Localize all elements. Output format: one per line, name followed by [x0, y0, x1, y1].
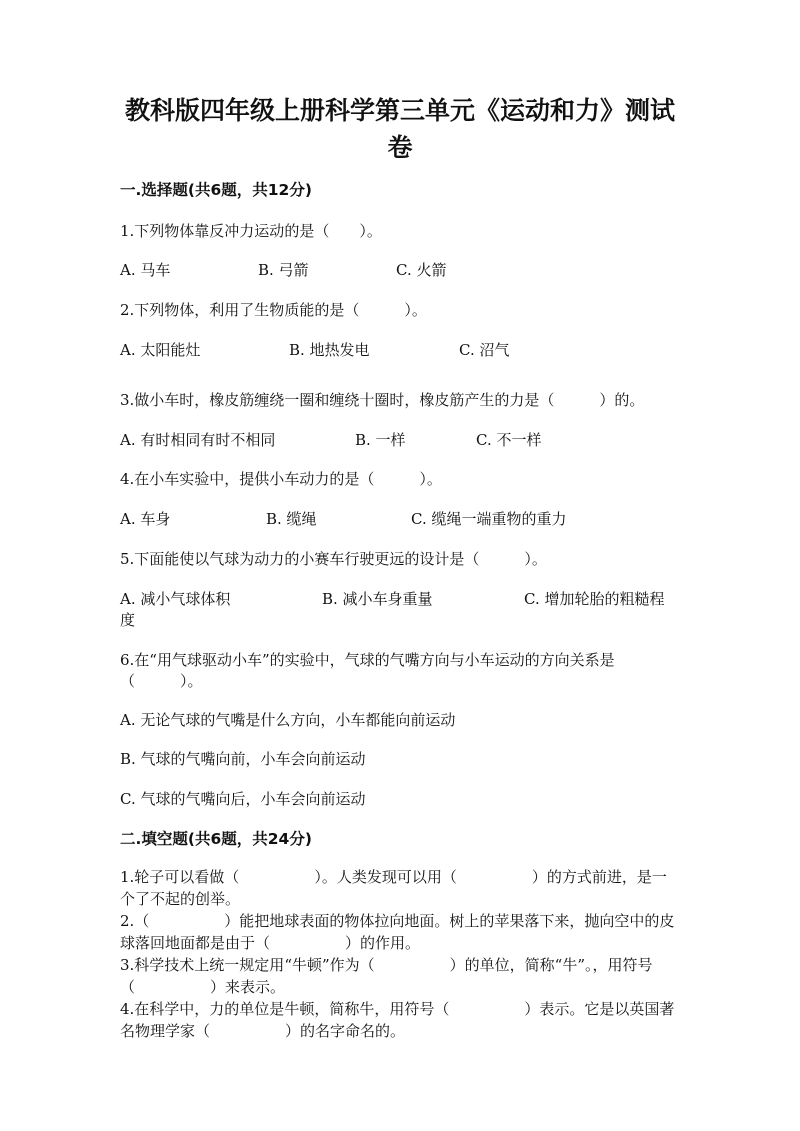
- q1-option-c: C. 火箭: [396, 261, 447, 279]
- fill-question-4: 4.在科学中，力的单位是牛顿，简称牛，用符号（ ）表示。它是以英国著名物理学家（ ）的名字命名的。: [120, 1000, 675, 1040]
- question-6-line-2: （ ）。: [120, 672, 203, 690]
- q3-option-c: C. 不一样: [476, 431, 542, 449]
- q4-option-b: B. 缆绳: [266, 510, 317, 528]
- section-heading-choice: 一.选择题(共6题，共12分): [120, 181, 312, 199]
- q4-option-c: C. 缆绳一端重物的重力: [411, 510, 567, 528]
- q6-option-a: A. 无论气球的气嘴是什么方向，小车都能向前运动: [120, 711, 456, 729]
- section-heading-fill: 二.填空题(共6题，共24分): [120, 830, 312, 848]
- q5-option-c-continued: 度: [120, 611, 136, 629]
- page-title: [120, 92, 680, 166]
- title-line-2: 卷: [387, 133, 413, 162]
- q1-option-a: A. 马车: [120, 261, 171, 279]
- q2-option-c: C. 沼气: [459, 341, 510, 359]
- question-1: 1.下列物体靠反冲力运动的是（ ）。: [120, 222, 382, 240]
- question-2: 2.下列物体，利用了生物质能的是（ ）。: [120, 301, 427, 319]
- q1-option-b: B. 弓箭: [258, 261, 309, 279]
- q5-option-c: C. 增加轮胎的粗糙程: [524, 590, 665, 608]
- question-5: 5.下面能使以气球为动力的小赛车行驶更远的设计是（ ）。: [120, 550, 547, 568]
- question-4: 4.在小车实验中，提供小车动力的是（ ）。: [120, 470, 442, 488]
- fill-question-2: 2.（ ）能把地球表面的物体拉向地面。树上的苹果落下来，抛向空中的皮球落回地面都是由于（ ）的作用。: [120, 912, 675, 952]
- q5-option-b: B. 减小车身重量: [322, 590, 433, 608]
- question-6-line-1: 6.在“用气球驱动小车”的实验中，气球的气嘴方向与小车运动的方向关系是: [120, 651, 615, 669]
- q2-option-a: A. 太阳能灶: [120, 341, 201, 359]
- fill-question-3: 3.科学技术上统一规定用“牛顿”作为（ ）的单位，简称“牛”。，用符号（ ）来表示。: [120, 956, 653, 996]
- q2-option-b: B. 地热发电: [289, 341, 370, 359]
- question-3: 3.做小车时，橡皮筋缠绕一圈和缠绕十圈时，橡皮筋产生的力是（ ）的。: [120, 391, 645, 409]
- q6-option-c: C. 气球的气嘴向后，小车会向前运动: [120, 790, 366, 808]
- title-line-1: 教科版四年级上册科学第三单元《运动和力》测试: [124, 96, 675, 125]
- fill-question-1: 1.轮子可以看做（ ）。人类发现可以用（ ）的方式前进，是一个了不起的创举。: [120, 868, 667, 908]
- q5-option-a: A. 减小气球体积: [120, 590, 231, 608]
- q4-option-a: A. 车身: [120, 510, 171, 528]
- q6-option-b: B. 气球的气嘴向前，小车会向前运动: [120, 750, 366, 768]
- q3-option-a: A. 有时相同有时不相同: [120, 431, 276, 449]
- q3-option-b: B. 一样: [355, 431, 406, 449]
